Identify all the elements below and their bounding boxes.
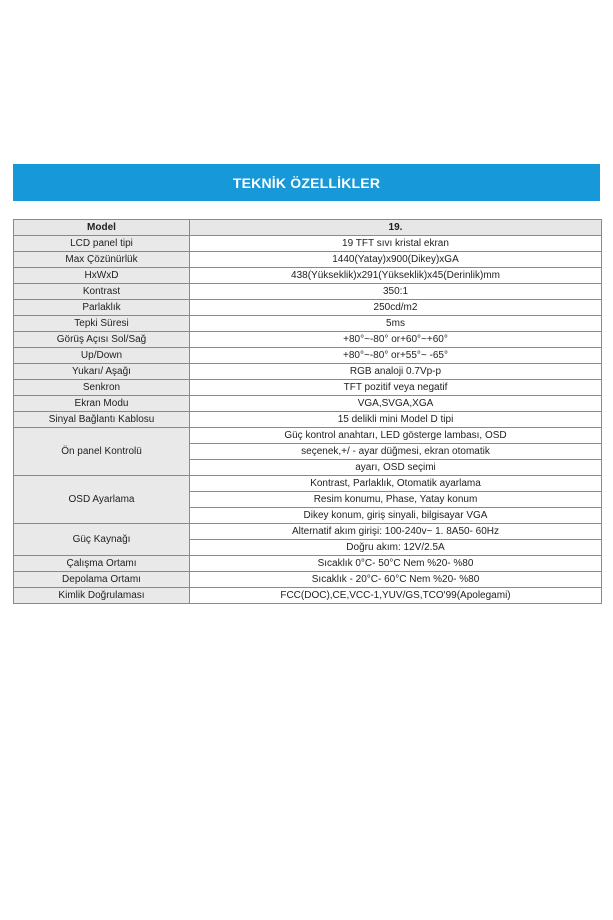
spec-value: 1440(Yatay)x900(Dikey)xGA — [190, 252, 602, 268]
table-row — [14, 236, 602, 252]
spec-value: 438(Yükseklik)x291(Yükseklik)x45(Derinlik)mm — [190, 268, 602, 284]
header-value: 19. — [190, 220, 602, 236]
spec-value: Sıcaklık - 20°C- 60°C Nem %20- %80 — [190, 572, 602, 588]
spec-value: VGA,SVGA,XGA — [190, 396, 602, 412]
spec-label: Kontrast — [14, 284, 190, 300]
spec-label: Kimlik Doğrulaması — [14, 588, 190, 604]
table-row — [14, 556, 602, 572]
table-row — [14, 412, 602, 428]
spec-value: Kontrast, Parlaklık, Otomatik ayarlama — [190, 476, 602, 492]
spec-value: 250cd/m2 — [190, 300, 602, 316]
spec-label: Ön panel Kontrolü — [14, 428, 190, 476]
spec-label: Yukarı/ Aşağı — [14, 364, 190, 380]
spec-label: HxWxD — [14, 268, 190, 284]
spec-value: 15 delikli mini Model D tipi — [190, 412, 602, 428]
header-label: Model — [14, 220, 190, 236]
title-banner — [13, 164, 600, 201]
table-row — [14, 348, 602, 364]
table-row — [14, 332, 602, 348]
spec-table-body — [14, 236, 602, 604]
spec-label: Depolama Ortamı — [14, 572, 190, 588]
table-row — [14, 268, 602, 284]
spec-value: Doğru akım: 12V/2.5A — [190, 540, 602, 556]
spec-table — [13, 219, 602, 604]
table-row — [14, 380, 602, 396]
spec-value: Sıcaklık 0°C- 50°C Nem %20- %80 — [190, 556, 602, 572]
spec-label: LCD panel tipi — [14, 236, 190, 252]
spec-value: ayarı, OSD seçimi — [190, 460, 602, 476]
spec-label: Çalışma Ortamı — [14, 556, 190, 572]
spec-value: +80°~-80° or+60°~+60° — [190, 332, 602, 348]
spec-value: 5ms — [190, 316, 602, 332]
spec-label: Güç Kaynağı — [14, 524, 190, 556]
spec-label: Parlaklık — [14, 300, 190, 316]
spec-value: 350:1 — [190, 284, 602, 300]
spec-label: Tepki Süresi — [14, 316, 190, 332]
table-row — [14, 364, 602, 380]
table-row — [14, 588, 602, 604]
table-row — [14, 572, 602, 588]
table-row — [14, 524, 602, 540]
spec-label: Senkron — [14, 380, 190, 396]
spec-value: Resim konumu, Phase, Yatay konum — [190, 492, 602, 508]
spec-value: Güç kontrol anahtarı, LED gösterge lambası, OSD — [190, 428, 602, 444]
table-row — [14, 396, 602, 412]
spec-value: Dikey konum, giriş sinyali, bilgisayar VGA — [190, 508, 602, 524]
spec-label: Ekran Modu — [14, 396, 190, 412]
page-title: TEKNİK ÖZELLİKLER — [232, 174, 381, 191]
spec-value: Alternatif akım girişi: 100-240v~ 1. 8A50- 60Hz — [190, 524, 602, 540]
table-row — [14, 428, 602, 444]
spec-value: +80°~-80° or+55°~ -65° — [190, 348, 602, 364]
spec-label: OSD Ayarlama — [14, 476, 190, 524]
spec-label: Max Çözünürlük — [14, 252, 190, 268]
spec-value: 19 TFT sıvı kristal ekran — [190, 236, 602, 252]
table-row — [14, 476, 602, 492]
table-row — [14, 252, 602, 268]
table-row — [14, 300, 602, 316]
spec-value: RGB analoji 0.7Vp-p — [190, 364, 602, 380]
spec-value: TFT pozitif veya negatif — [190, 380, 602, 396]
spec-value: seçenek,+/ - ayar düğmesi, ekran otomatik — [190, 444, 602, 460]
table-row — [14, 284, 602, 300]
table-row — [14, 316, 602, 332]
spec-label: Sinyal Bağlantı Kablosu — [14, 412, 190, 428]
spec-label: Up/Down — [14, 348, 190, 364]
table-header-row — [14, 220, 602, 236]
spec-value: FCC(DOC),CE,VCC-1,YUV/GS,TCO'99(Apolegami) — [190, 588, 602, 604]
spec-label: Görüş Açısı Sol/Sağ — [14, 332, 190, 348]
